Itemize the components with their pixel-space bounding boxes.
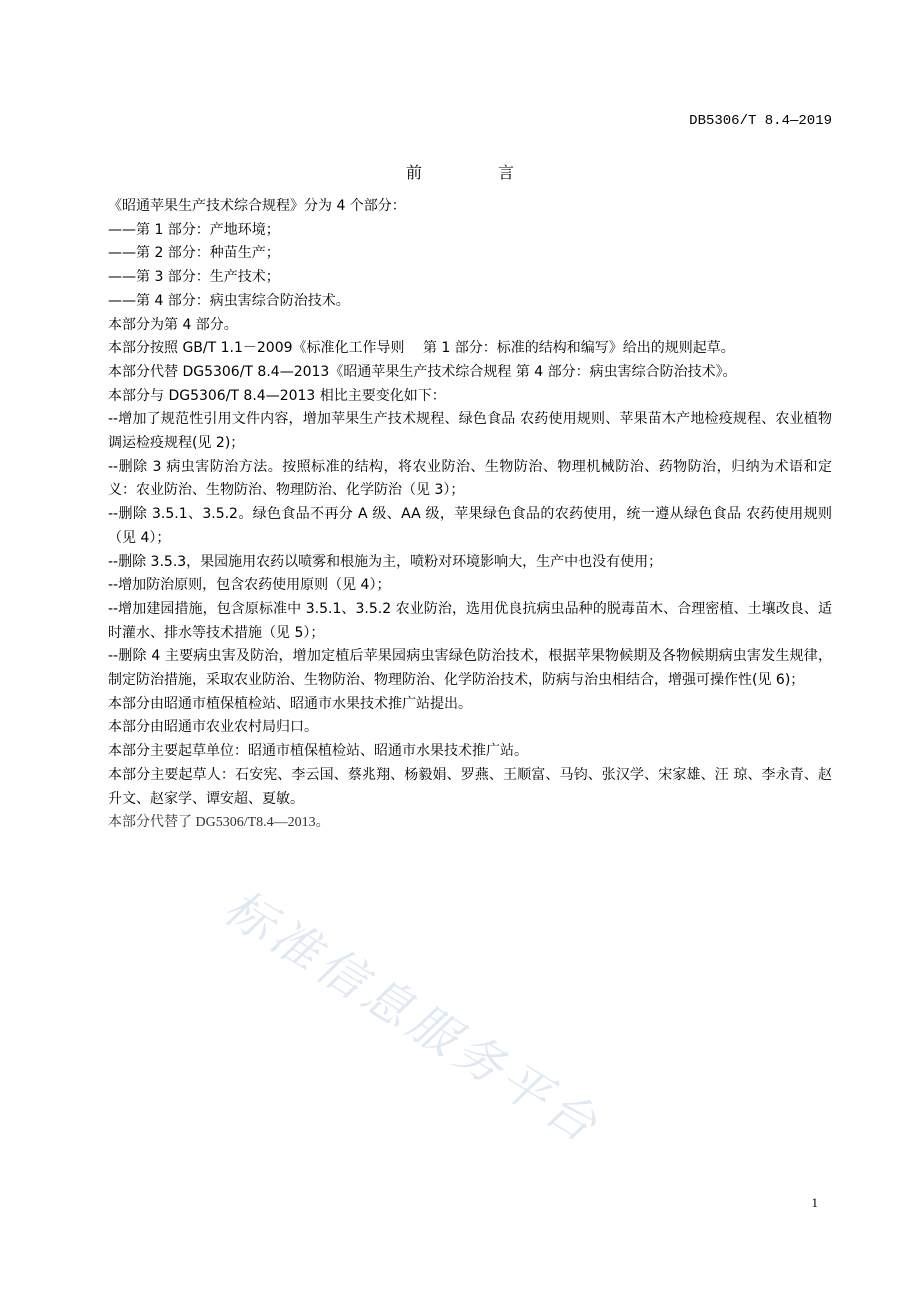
this-part-line: 本部分为第 4 部分。: [108, 316, 238, 333]
change-item: --增加防治原则，包含农药使用原则（见 4）；: [108, 577, 391, 594]
part-3-line: ——第 3 部分：生产技术；: [108, 269, 280, 286]
proposer-line: 本部分由昭通市植保植检站、昭通市水果技术推广站提出。: [108, 695, 472, 712]
change-item: --增加了规范性引用文件内容，增加苹果生产技术规程、绿色食品 农药使用规则、苹果苗木产地检疫规程、农业植物调运检疫规程(见 2)；: [108, 411, 832, 452]
document-code: DB5306/T 8.4—2019: [689, 113, 832, 129]
watermark: 标准信息服务平台: [214, 879, 611, 1156]
replaces-line: 本部分代替 DG5306/T 8.4—2013《昭通苹果生产技术综合规程 第 4 部分：病虫害综合防治技术》。: [108, 363, 737, 380]
drafting-units-line: 本部分主要起草单位：昭通市植保植检站、昭通市水果技术推广站。: [108, 743, 528, 760]
part-1-line: ——第 1 部分：产地环境；: [108, 221, 280, 238]
foreword-body: [108, 195, 832, 835]
change-item: --删除 3 病虫害防治方法。按照标准的结构，将农业防治、生物防治、物理机械防治、药物防治，归纳为术语和定义：农业防治、生物防治、物理防治、化学防治（见 3）；: [108, 458, 832, 499]
intro-line: 《昭通苹果生产技术综合规程》分为 4 个部分：: [108, 198, 406, 214]
page-title: 前 言: [405, 163, 544, 182]
part-4-line: ——第 4 部分：病虫害综合防治技术。: [108, 292, 350, 309]
change-item: --删除 3.5.1、3.5.2。绿色食品不再分 A 级、AA 级，苹果绿色食品的农药使用，统一遵从绿色食品 农药使用规则（见 4）；: [108, 506, 832, 546]
change-item: --增加建园措施，包含原标准中 3.5.1、3.5.2 农业防治，选用优良抗病虫品种的脱毒苗木、合理密植、土壤改良、适时灌水、排水等技术措施（见 5）；: [108, 600, 832, 641]
page-number: 1: [811, 1195, 818, 1210]
change-item: --删除 3.5.3，果园施用农药以喷雾和根施为主，喷粉对环境影响大，生产中也没有使用；: [108, 553, 663, 570]
part-2-line: ——第 2 部分：种苗生产；: [108, 245, 280, 262]
administrator-line: 本部分由昭通市农业农村局归口。: [108, 719, 318, 736]
change-item: --删除 4 主要病虫害及防治，增加定植后苹果园病虫害绿色防治技术，根据苹果物候期及各物候期病虫害发生规律，制定防治措施，采取农业防治、生物防治、物理防治、化学防治技术，防病与治虫相结合，增强可操作性(见 6)；: [108, 648, 832, 689]
drafters-line: 本部分主要起草人：石安宪、李云国、蔡兆翔、杨毅娟、罗燕、王顺富、马钧、张汉学、宋家雄、汪 琼、李永青、赵升文、赵家学、谭安超、夏敏。: [108, 766, 832, 807]
replaced-version-line: 本部分代替了 DG5306/T8.4—2013。: [108, 815, 330, 831]
changes-intro-line: 本部分与 DG5306/T 8.4—2013 相比主要变化如下：: [108, 387, 446, 404]
drafting-rules-line: 本部分按照 GB/T 1.1－2009《标准化工作导则 第 1 部分：标准的结构和编写》给出的规则起草。: [108, 340, 735, 357]
